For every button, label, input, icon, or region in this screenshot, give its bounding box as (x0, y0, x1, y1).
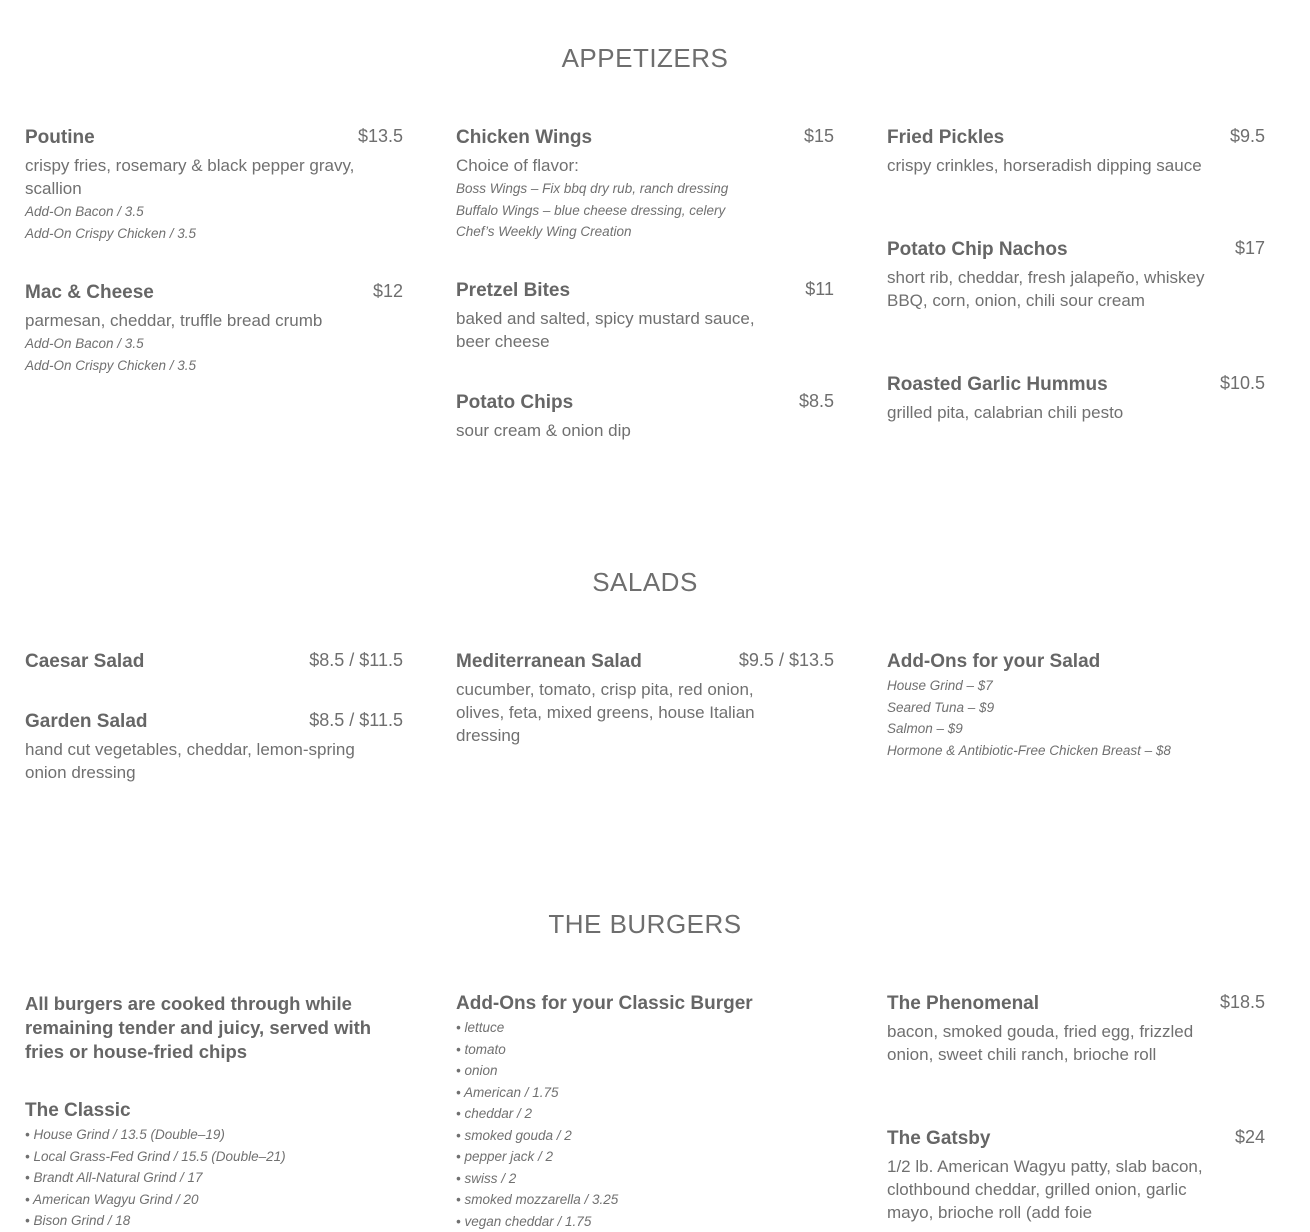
item-note: • Bison Grind / 18 (25, 1213, 131, 1228)
item-price: $18.5 (1219, 992, 1265, 1012)
item-note: • Brandt All-Natural Grind / 17 (25, 1170, 203, 1185)
item-price: $15 (803, 126, 834, 146)
item-note: • tomato (456, 1041, 506, 1057)
item-note: Add-On Bacon / 3.5 (25, 204, 144, 219)
item-price: $9.5 / $13.5 (738, 650, 834, 670)
item-name: Roasted Garlic Hummus (887, 374, 1108, 395)
menu-item-the-classic (25, 1099, 403, 1232)
item-note: Hormone & Antibiotic-Free Chicken Breast – $8 (887, 742, 1171, 758)
item-description: hand cut vegetables, cheddar, lemon-spring onion dressing (25, 740, 355, 782)
item-notes (25, 333, 403, 376)
item-price: $17 (1234, 238, 1265, 258)
item-name: Pretzel Bites (456, 280, 571, 301)
menu-item-mediterranean-salad (456, 650, 834, 747)
menu-item-caesar-salad (25, 650, 403, 674)
item-note: House Grind – $7 (887, 678, 993, 693)
menu-item-the-gatsby (887, 1127, 1265, 1224)
menu-item-poutine (25, 126, 403, 244)
item-note: • House Grind / 13.5 (Double–19) (25, 1127, 225, 1142)
item-price: $10.5 (1219, 373, 1265, 393)
item-note: • onion (456, 1063, 498, 1078)
item-name: Garden Salad (25, 711, 148, 732)
item-note: • smoked mozzarella / 3.25 (456, 1192, 619, 1207)
item-note: Boss Wings – Fix bbq dry rub, ranch dressing (456, 181, 729, 196)
item-price: $8.5 / $11.5 (309, 650, 403, 670)
item-price: $13.5 (357, 126, 403, 146)
item-price: $8.5 / $11.5 (309, 710, 403, 730)
item-description: sour cream & onion dip (456, 421, 631, 440)
item-price: $11 (805, 279, 834, 299)
menu-item-the-phenomenal (887, 992, 1265, 1066)
item-note: Add-On Crispy Chicken / 3.5 (25, 357, 197, 373)
item-note: • smoked gouda / 2 (456, 1127, 572, 1143)
item-description: parmesan, cheddar, truffle bread crumb (25, 311, 323, 330)
menu-item-salad-add-ons (887, 650, 1265, 761)
section-title-burgers: THE BURGERS (548, 909, 742, 939)
section-title-salads: SALADS (592, 567, 698, 597)
menu-item-potato-chip-nachos (887, 238, 1265, 312)
item-notes (456, 178, 834, 243)
item-price: $12 (372, 281, 403, 301)
item-name: The Gatsby (887, 1128, 991, 1149)
item-note: • lettuce (456, 1020, 505, 1035)
item-name: Fried Pickles (887, 127, 1005, 148)
item-note: • Local Grass-Fed Grind / 15.5 (Double–21) (25, 1148, 286, 1164)
item-name: Potato Chip Nachos (887, 239, 1068, 260)
menu-item-fried-pickles (887, 126, 1265, 177)
section-title-appetizers: APPETIZERS (561, 43, 729, 73)
burgers-column-1 (25, 992, 403, 1228)
item-note: Salmon – $9 (887, 721, 963, 736)
item-price: $9.5 (1229, 126, 1265, 146)
item-notes (456, 1017, 834, 1232)
item-name: Mac & Cheese (25, 282, 154, 303)
item-notes (887, 675, 1265, 761)
item-name: Potato Chips (456, 392, 574, 413)
item-note: • American / 1.75 (456, 1084, 559, 1100)
menu-item-mac-and-cheese (25, 281, 403, 376)
item-description: crispy crinkles, horseradish dipping sauce (887, 156, 1202, 175)
item-name: The Phenomenal (887, 993, 1040, 1014)
menu-item-pretzel-bites (456, 279, 834, 353)
menu-item-roasted-garlic-hummus (887, 373, 1265, 424)
item-description: Choice of flavor: (456, 156, 579, 175)
item-notes (25, 201, 403, 244)
item-name: Caesar Salad (25, 651, 145, 672)
item-description: baked and salted, spicy mustard sauce, beer cheese (456, 309, 755, 351)
menu-item-classic-burger-add-ons (456, 992, 834, 1232)
item-note: Buffalo Wings – blue cheese dressing, celery (456, 202, 726, 218)
item-description: short rib, cheddar, fresh jalapeño, whiskey BBQ, corn, onion, chili sour cream (887, 268, 1205, 310)
item-description: grilled pita, calabrian chili pesto (887, 403, 1124, 422)
item-name: Add-Ons for your Salad (887, 651, 1101, 672)
burgers-intro: All burgers are cooked through while remaining tender and juicy, served with fries or house-fried chips (25, 993, 372, 1062)
item-description: cucumber, tomato, crisp pita, red onion, olives, feta, mixed greens, house Italian dressing (456, 680, 755, 745)
item-price: $24 (1234, 1127, 1265, 1147)
item-note: Chef’s Weekly Wing Creation (456, 224, 632, 239)
menu-item-potato-chips (456, 391, 834, 442)
item-name: Chicken Wings (456, 127, 593, 148)
item-note: • cheddar / 2 (456, 1106, 533, 1121)
menu-item-garden-salad (25, 710, 403, 784)
item-description: bacon, smoked gouda, fried egg, frizzled onion, sweet chili ranch, brioche roll (887, 1022, 1194, 1064)
item-note: • American Wagyu Grind / 20 (25, 1191, 199, 1207)
item-price: $8.5 (798, 391, 834, 411)
item-note: • swiss / 2 (456, 1170, 517, 1186)
item-name: Mediterranean Salad (456, 651, 642, 672)
item-name: The Classic (25, 1100, 131, 1121)
item-note: Add-On Bacon / 3.5 (25, 336, 144, 351)
item-description: crispy fries, rosemary & black pepper gravy, scallion (25, 156, 355, 198)
item-note: • vegan cheddar / 1.75 (456, 1213, 592, 1229)
item-note: • pepper jack / 2 (456, 1149, 554, 1164)
item-notes (25, 1124, 403, 1232)
item-name: Add-Ons for your Classic Burger (456, 993, 753, 1014)
item-name: Poutine (25, 127, 95, 148)
item-note: Seared Tuna – $9 (887, 699, 995, 715)
item-description: 1/2 lb. American Wagyu patty, slab bacon, clothbound cheddar, grilled onion, garlic mayo, brioche roll (add foie (887, 1157, 1203, 1222)
item-note: Add-On Crispy Chicken / 3.5 (25, 225, 197, 241)
menu-item-chicken-wings (456, 126, 834, 243)
